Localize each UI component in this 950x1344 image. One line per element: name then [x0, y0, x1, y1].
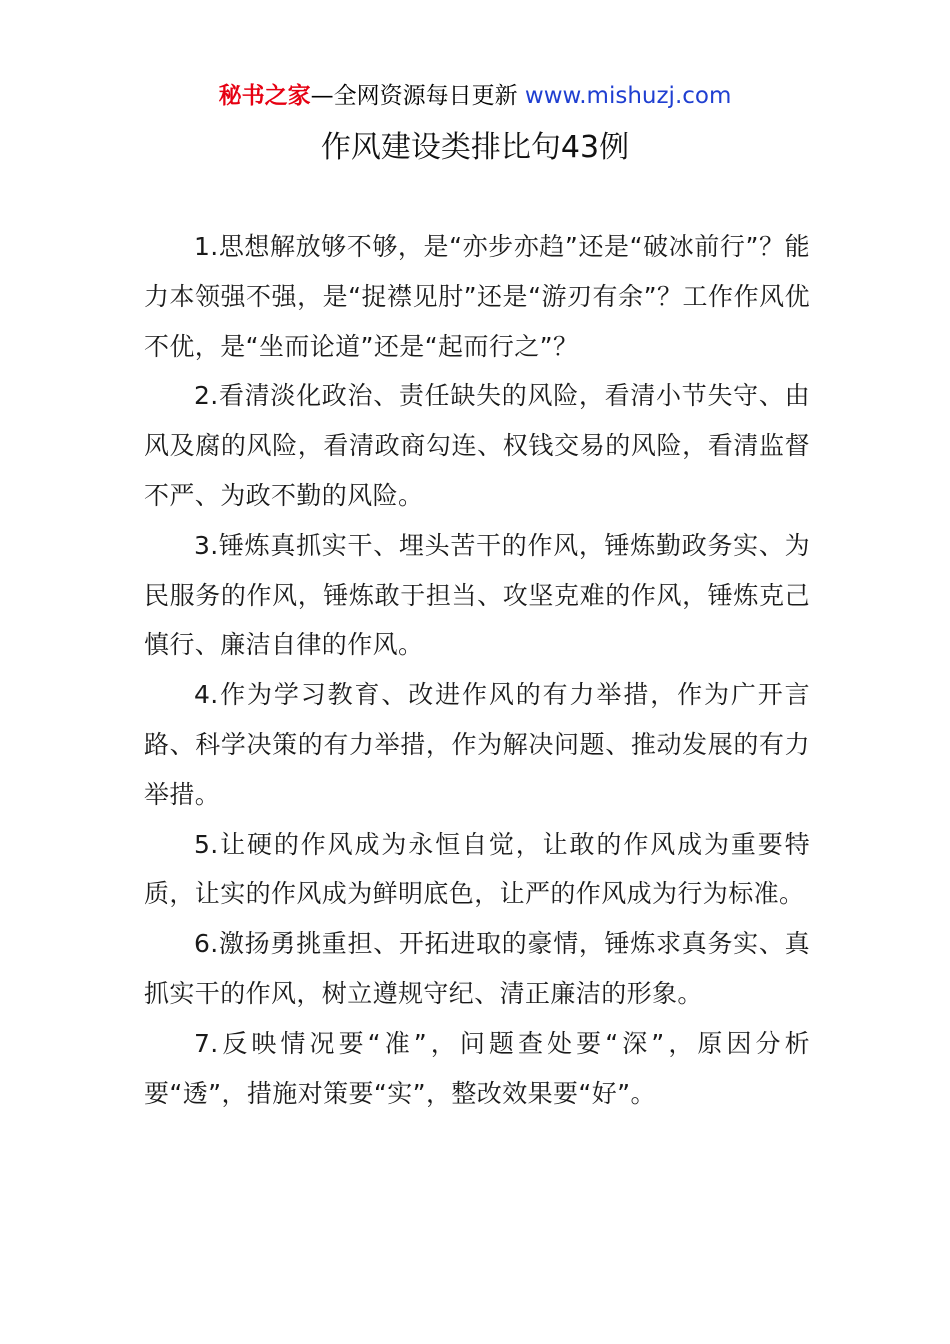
document-title: 作风建设类排比句43例 [320, 130, 630, 165]
site-banner [0, 80, 950, 112]
site-tagline: —全网资源每日更新 [310, 83, 525, 109]
paragraph-2: 2.看清淡化政治、责任缺失的风险，看清小节失守、由风及腐的风险，看清政商勾连、权钱交易的风险，看清监督不严、为政不勤的风险。 [144, 381, 810, 510]
paragraph-3: 3.锤炼真抓实干、埋头苦干的作风，锤炼勤政务实、为民服务的作风，锤炼敢于担当、攻坚克难的作风，锤炼克己慎行、廉洁自律的作风。 [144, 530, 810, 660]
paragraph-4: 4.作为学习教育、改进作风的有力举措，作为广开言路、科学决策的有力举措，作为解决问题、推动发展的有力举措。 [144, 680, 810, 809]
paragraph-1: 1.思想解放够不够，是“亦步亦趋”还是“破冰前行”？能力本领强不强，是“捉襟见肘”还是“游刃有余”？工作作风优不优，是“坐而论道”还是“起而行之”？ [144, 232, 810, 361]
paragraph-5: 5.让硬的作风成为永恒自觉，让敢的作风成为重要特质，让实的作风成为鲜明底色，让严的作风成为行为标准。 [144, 829, 810, 909]
document-body [144, 222, 810, 1118]
paragraph-6: 6.激扬勇挑重担、开拓进取的豪情，锤炼求真务实、真抓实干的作风，树立遵规守纪、清正廉洁的形象。 [144, 929, 810, 1008]
site-url-link[interactable]: www.mishuzj.com [524, 83, 732, 109]
site-name: 秘书之家 [218, 83, 311, 109]
paragraph-7: 7.反映情况要“准”，问题查处要“深”，原因分析要“透”，措施对策要“实”，整改效果要“好”。 [144, 1028, 810, 1108]
